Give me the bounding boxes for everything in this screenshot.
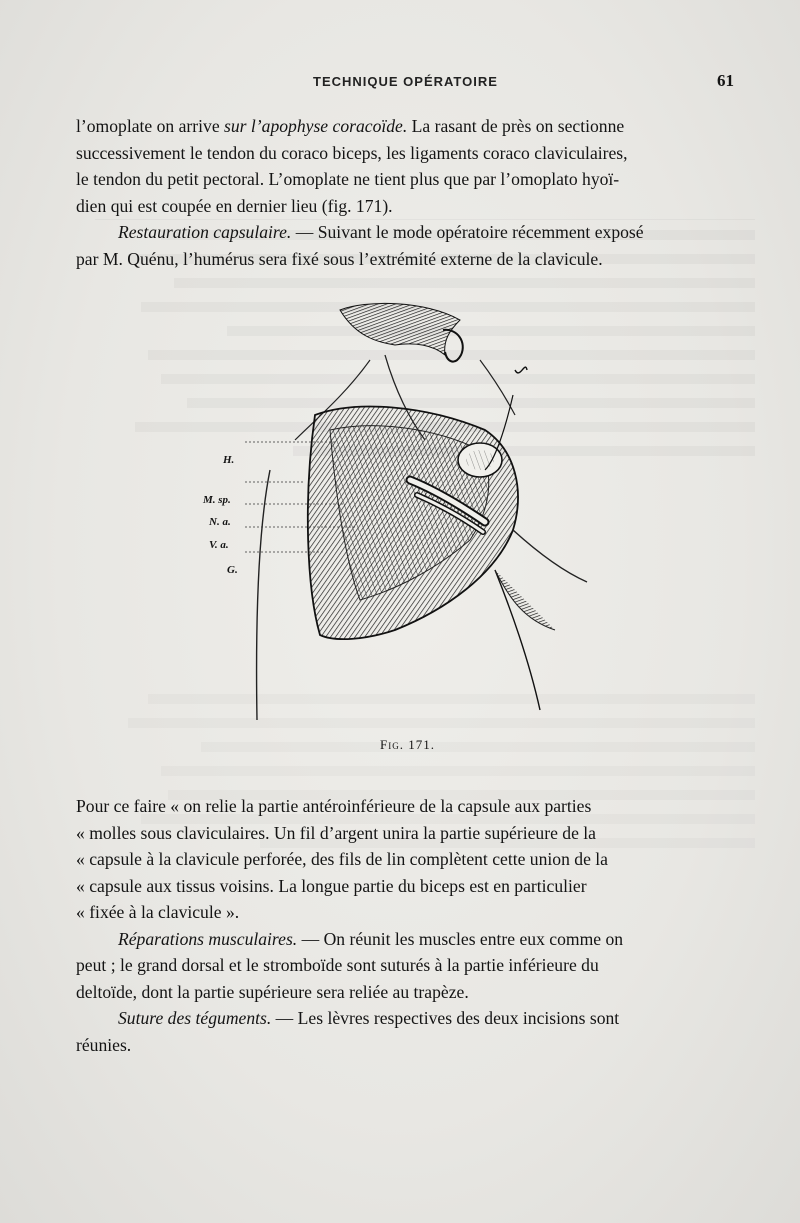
paragraph-restauration: Restauration capsulaire. — Suivant le mode opératoire récemment exposé (118, 222, 644, 242)
figure-label-m-sp: M. sp. (203, 494, 231, 506)
paragraph-reparations: Réparations musculaires. — On réunit les muscles entre eux comme on (118, 928, 624, 949)
text-line: dien qui est coupée en dernier lieu (fig. 171). (76, 195, 393, 216)
running-head-title: TECHNIQUE OPÉRATOIRE (313, 74, 498, 89)
text-line: Pour ce faire « on relie la partie antéroinférieure de la capsule aux parties (76, 796, 592, 816)
figure-171-engraving (195, 300, 615, 720)
figure-label-n-a: N. a. (209, 516, 231, 528)
text-line: deltoïde, dont la partie supérieure sera reliée au trapèze. (76, 981, 469, 1002)
figure-caption: Fig. 171. (380, 737, 435, 752)
text-line: l’omoplate on arrive sur l’apophyse coracoïde. La rasant de près on sectionne (76, 116, 625, 136)
figure-label-g: G. (227, 564, 238, 576)
text-line: « molles sous claviculaires. Un fil d’argent unira la partie supérieure de la (76, 822, 596, 843)
body-text-top (76, 113, 744, 272)
text-line: successivement le tendon du coraco biceps, les ligaments coraco claviculaires, (76, 142, 628, 163)
section-heading-restauration: Restauration capsulaire. (118, 222, 292, 242)
text-line: « capsule à la clavicule perforée, des fils de lin complètent cette union de la (76, 849, 608, 869)
section-heading-suture: Suture des téguments. (118, 1008, 272, 1028)
text-line: peut ; le grand dorsal et le stromboïde sont suturés à la partie inférieure du (76, 955, 599, 975)
text-line: « capsule aux tissus voisins. La longue partie du biceps est en particulier (76, 875, 587, 896)
text-line: par M. Quénu, l’humérus sera fixé sous l’extrémité externe de la clavicule. (76, 248, 603, 269)
text-line: le tendon du petit pectoral. L’omoplate ne tient plus que par l’omoplato hyoï- (76, 169, 620, 189)
anatomical-illustration (195, 300, 615, 720)
paragraph-suture: Suture des téguments. — Les lèvres respectives des deux incisions sont (118, 1008, 620, 1028)
text-line: réunies. (76, 1034, 132, 1055)
figure-label-v-a: V. a. (209, 539, 229, 551)
page-number: 61 (717, 71, 734, 90)
text-line: « fixée à la clavicule ». (76, 902, 240, 922)
running-head (0, 71, 800, 94)
figure-label-h: H. (223, 454, 235, 466)
section-heading-reparations: Réparations musculaires. (118, 928, 298, 949)
body-text-bottom (76, 793, 744, 1058)
